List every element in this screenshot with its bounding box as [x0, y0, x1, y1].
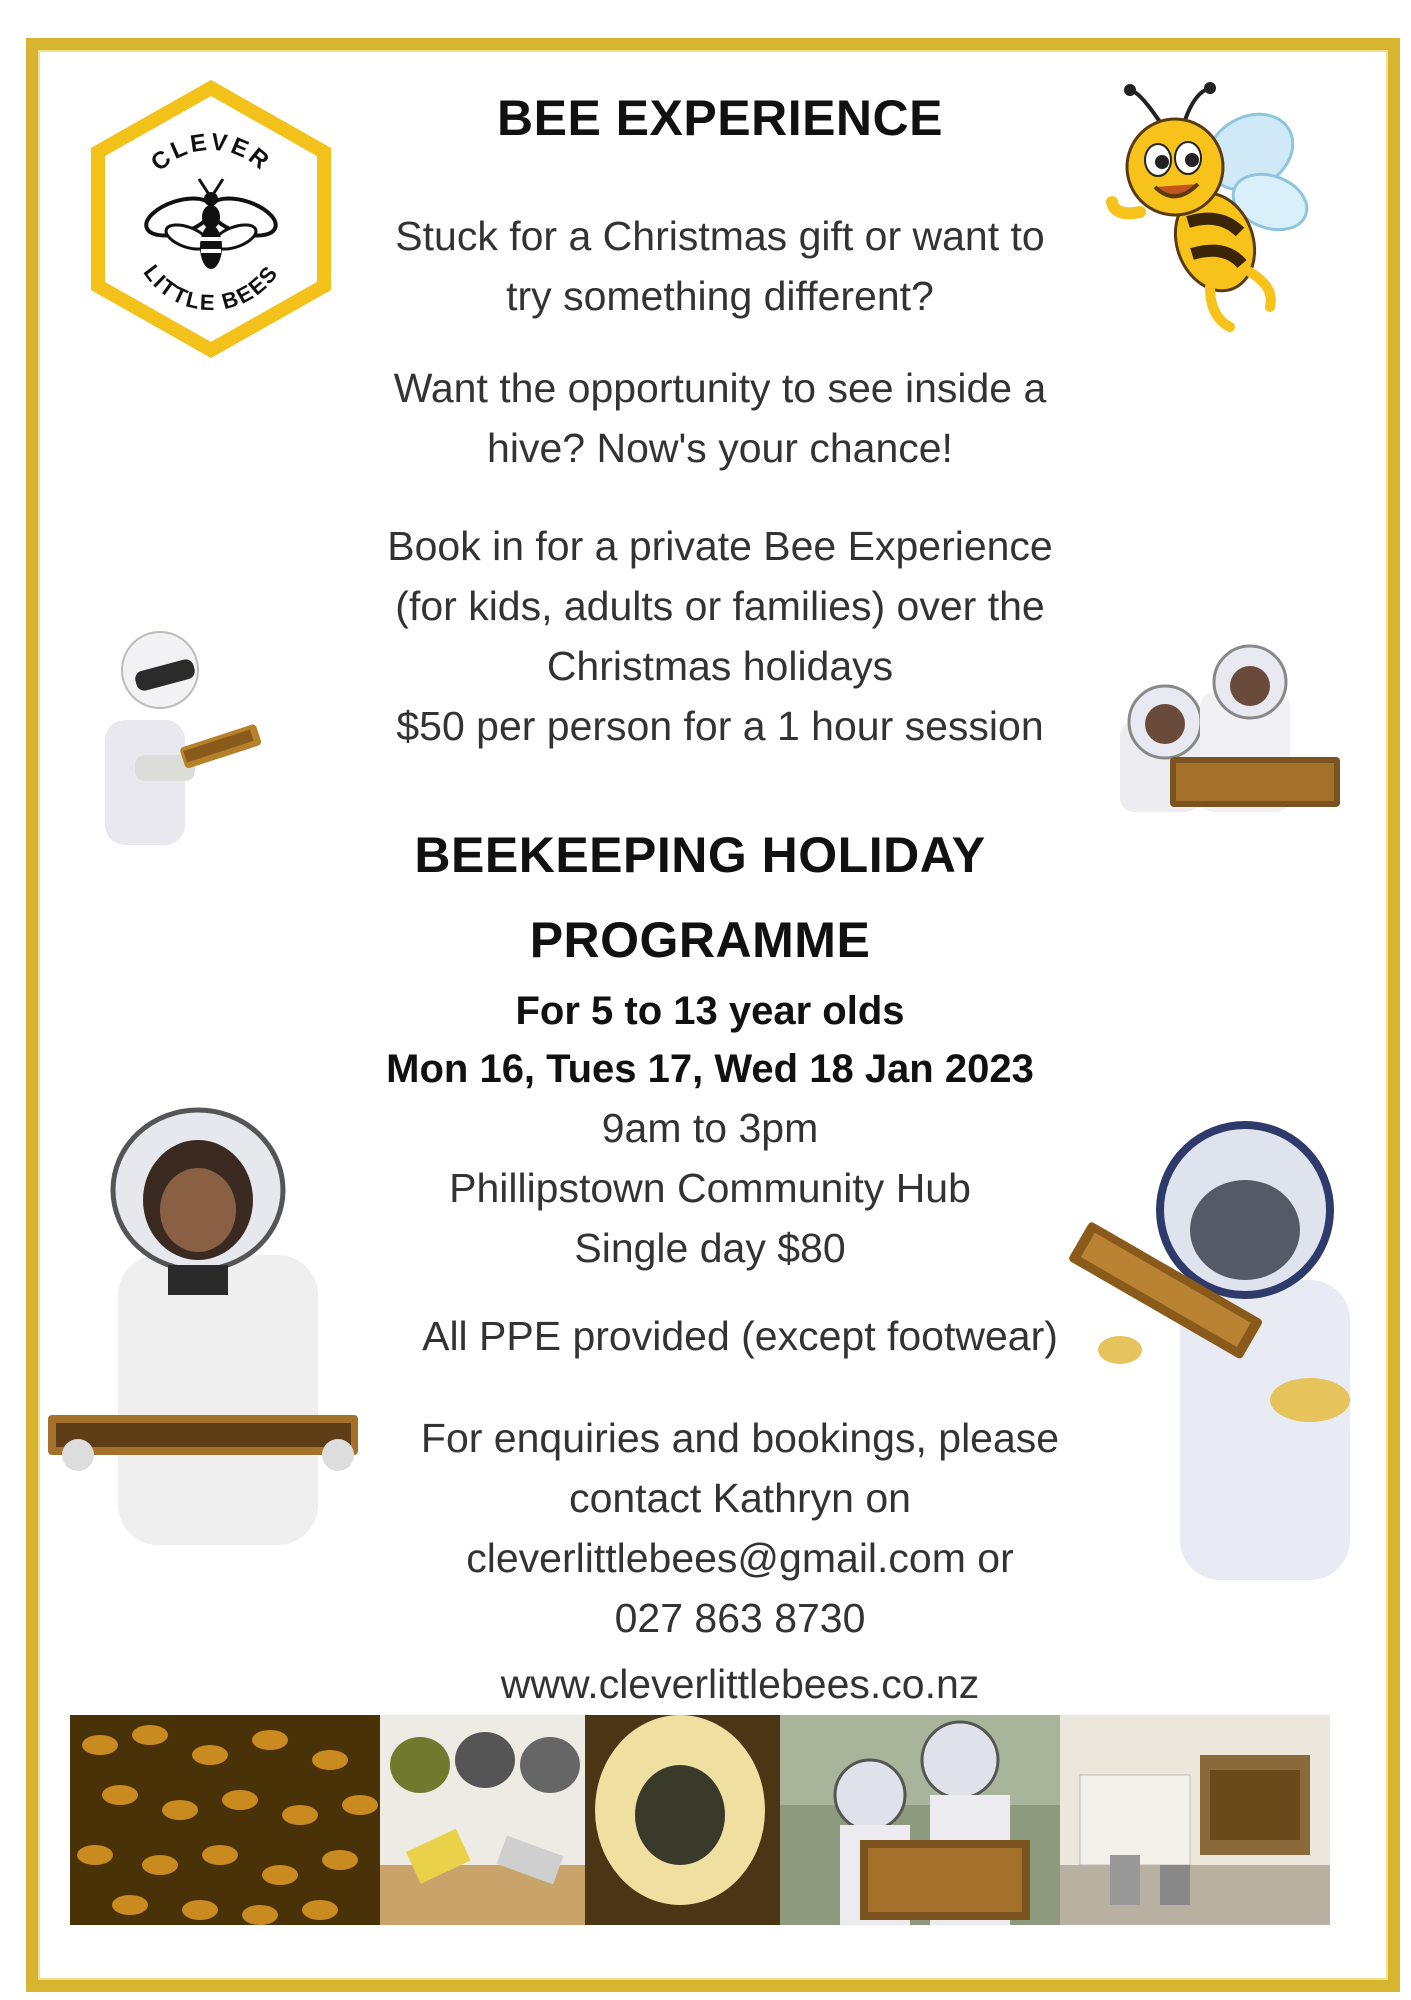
booking-line: (for kids, adults or families) over the: [395, 583, 1045, 629]
website-line: www.cleverlittlebees.co.nz: [500, 1661, 980, 1707]
booking-line: Book in for a private Bee Experience: [387, 523, 1053, 569]
email-line: cleverlittlebees@gmail.com or: [466, 1535, 1014, 1581]
photo-strip: [70, 1715, 1330, 1925]
venue-line: Phillipstown Community Hub: [449, 1165, 971, 1211]
bees-on-comb-photo: [70, 1715, 380, 1925]
day-price-line: Single day $80: [574, 1225, 846, 1271]
phone-line: 027 863 8730: [614, 1595, 866, 1641]
beekeeper-photo-left-small: [95, 625, 265, 850]
dates-line: Mon 16, Tues 17, Wed 18 Jan 2023: [386, 1047, 1034, 1091]
cartoon-bee-icon: [1100, 82, 1320, 342]
hive-line: Want the opportunity to see inside a: [393, 365, 1047, 411]
hive-line: hive? Now's your chance!: [487, 425, 953, 471]
ages-line: For 5 to 13 year olds: [515, 989, 905, 1033]
kids-with-frame-photo: [780, 1715, 1060, 1925]
time-line: 9am to 3pm: [601, 1105, 819, 1151]
contact-line: For enquiries and bookings, please: [420, 1415, 1060, 1461]
hive-equipment-photo: [1060, 1715, 1330, 1925]
programme-title-line1: BEEKEEPING HOLIDAY: [414, 827, 986, 883]
intro-line: try something different?: [506, 273, 934, 319]
kids-photo-right-small: [1110, 642, 1345, 812]
programme-title-line2: PROGRAMME: [529, 912, 871, 968]
intro-line: Stuck for a Christmas gift or want to: [395, 213, 1045, 259]
kid-photo-right-large: [1060, 1120, 1370, 1580]
wax-comb-photo: [585, 1715, 780, 1925]
bee-experience-title: BEE EXPERIENCE: [496, 90, 943, 146]
svg-text:CLEVER: CLEVER: [145, 128, 277, 177]
price-line: $50 per person for a 1 hour session: [396, 703, 1044, 749]
contact-line: contact Kathryn on: [569, 1475, 911, 1521]
ppe-suits-photo: [380, 1715, 585, 1925]
booking-line: Christmas holidays: [546, 643, 894, 689]
svg-text:LITTLE BEES: LITTLE BEES: [138, 260, 284, 316]
ppe-line: All PPE provided (except footwear): [422, 1313, 1058, 1359]
clever-little-bees-logo: [86, 80, 336, 365]
kid-photo-left-large: [48, 1105, 363, 1545]
